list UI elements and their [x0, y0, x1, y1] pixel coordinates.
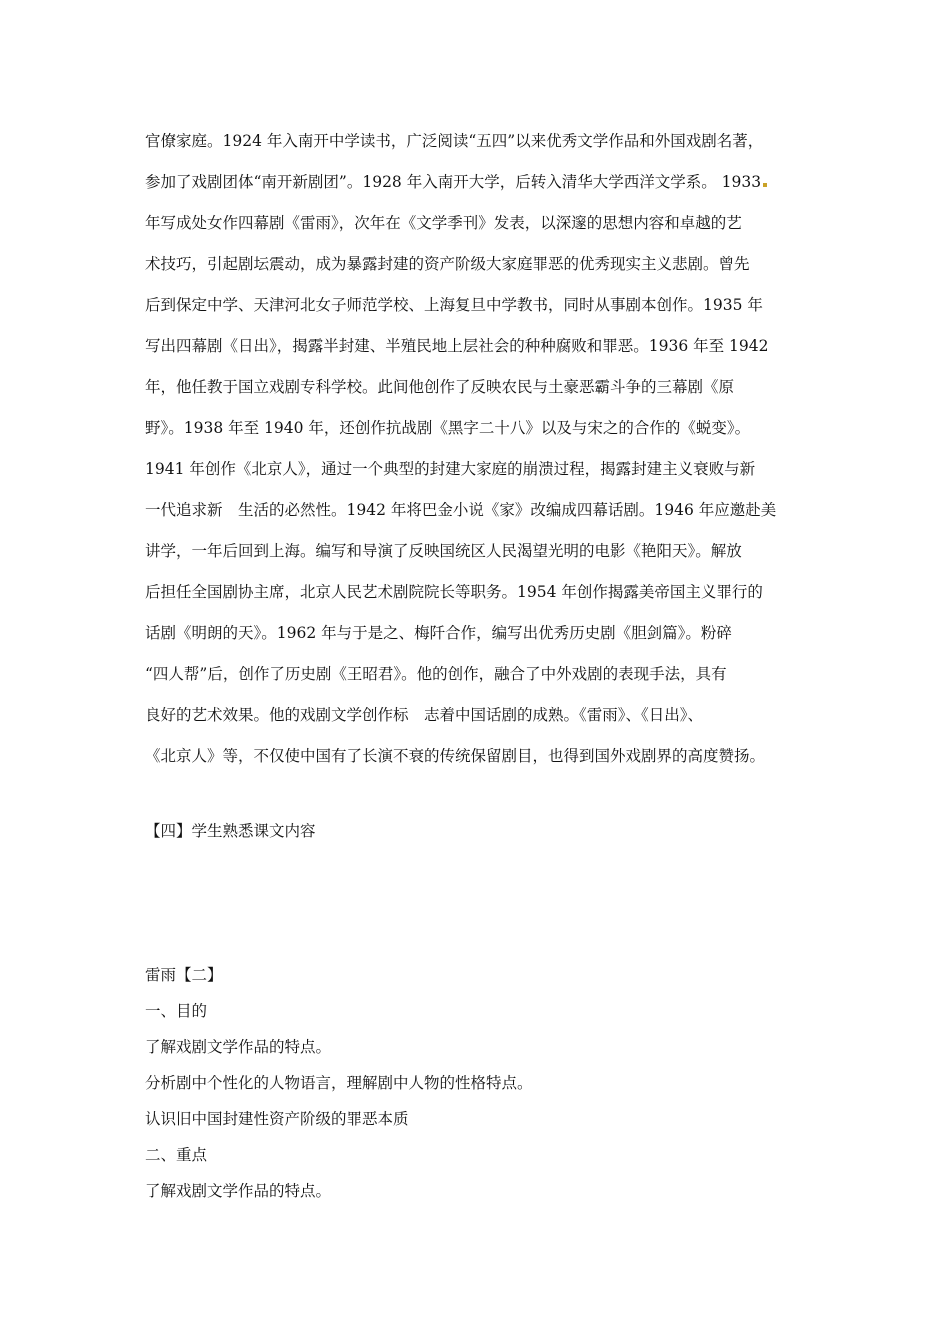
focus-heading: 二、重点: [145, 1146, 208, 1164]
biography-line: 官僚家庭。1924 年入南开中学读书，广泛阅读“五四”以来优秀文学作品和外国戏剧名著，: [145, 132, 764, 150]
goals-heading: 一、目的: [145, 1002, 208, 1020]
goal-item: 分析剧中个性化的人物语言，理解剧中人物的性格特点。: [145, 1074, 533, 1092]
biography-line: 一代追求新 生活的必然性。1942 年将巴金小说《家》改编成四幕话剧。1946 年应邀赴美: [145, 501, 777, 519]
biography-line: 1941 年创作《北京人》，通过一个典型的封建大家庭的崩溃过程，揭露封建主义衰败与新: [145, 460, 756, 478]
lesson-outline: [145, 957, 815, 1209]
lesson-title: 雷雨【二】: [145, 966, 223, 984]
biography-line: 参加了戏剧团体“南开新剧团”。1928 年入南开大学，后转入清华大学西洋文学系。 1933: [145, 173, 762, 191]
biography-line: 年写成处女作四幕剧《雷雨》，次年在《文学季刊》发表，以深邃的思想内容和卓越的艺: [145, 214, 742, 232]
biography-line: “四人帮”后，创作了历史剧《王昭君》。他的创作，融合了中外戏剧的表现手法，具有: [145, 665, 727, 683]
biography-line: 《北京人》等，不仅使中国有了长演不衰的传统保留剧目，也得到国外戏剧界的高度赞扬。: [145, 747, 766, 765]
biography-line: 术技巧，引起剧坛震动，成为暴露封建的资产阶级大家庭罪恶的优秀现实主义悲剧。曾先: [145, 255, 750, 273]
biography-line: 后担任全国剧协主席，北京人民艺术剧院院长等职务。1954 年创作揭露美帝国主义罪行的: [145, 583, 763, 601]
biography-line: 良好的艺术效果。他的戏剧文学创作标 志着中国话剧的成熟。《雷雨》、《日出》、: [145, 706, 704, 724]
biography-paragraph: [145, 121, 815, 777]
biography-line: 话剧《明朗的天》。1962 年与于是之、梅阡合作，编写出优秀历史剧《胆剑篇》。粉碎: [145, 624, 732, 642]
section-heading: 【四】学生熟悉课文内容: [145, 822, 316, 840]
goal-item: 认识旧中国封建性资产阶级的罪恶本质: [145, 1110, 409, 1128]
biography-line: 后到保定中学、天津河北女子师范学校、上海复旦中学教书，同时从事剧本创作。1935 年: [145, 296, 763, 314]
biography-line: 写出四幕剧《日出》，揭露半封建、半殖民地上层社会的种种腐败和罪恶。1936 年至 1942: [145, 337, 769, 355]
focus-item: 了解戏剧文学作品的特点。: [145, 1182, 332, 1200]
goal-item: 了解戏剧文学作品的特点。: [145, 1038, 332, 1056]
biography-line: 年，他任教于国立戏剧专科学校。此间他创作了反映农民与土豪恶霸斗争的三幕剧《原: [145, 378, 735, 396]
biography-line: 野》。1938 年至 1940 年，还创作抗战剧《黑字二十八》以及与宋之的合作的《蜕变》。: [145, 419, 751, 437]
biography-line: 讲学，一年后回到上海。编写和导演了反映国统区人民渴望光明的电影《艳阳天》。解放: [145, 542, 742, 560]
